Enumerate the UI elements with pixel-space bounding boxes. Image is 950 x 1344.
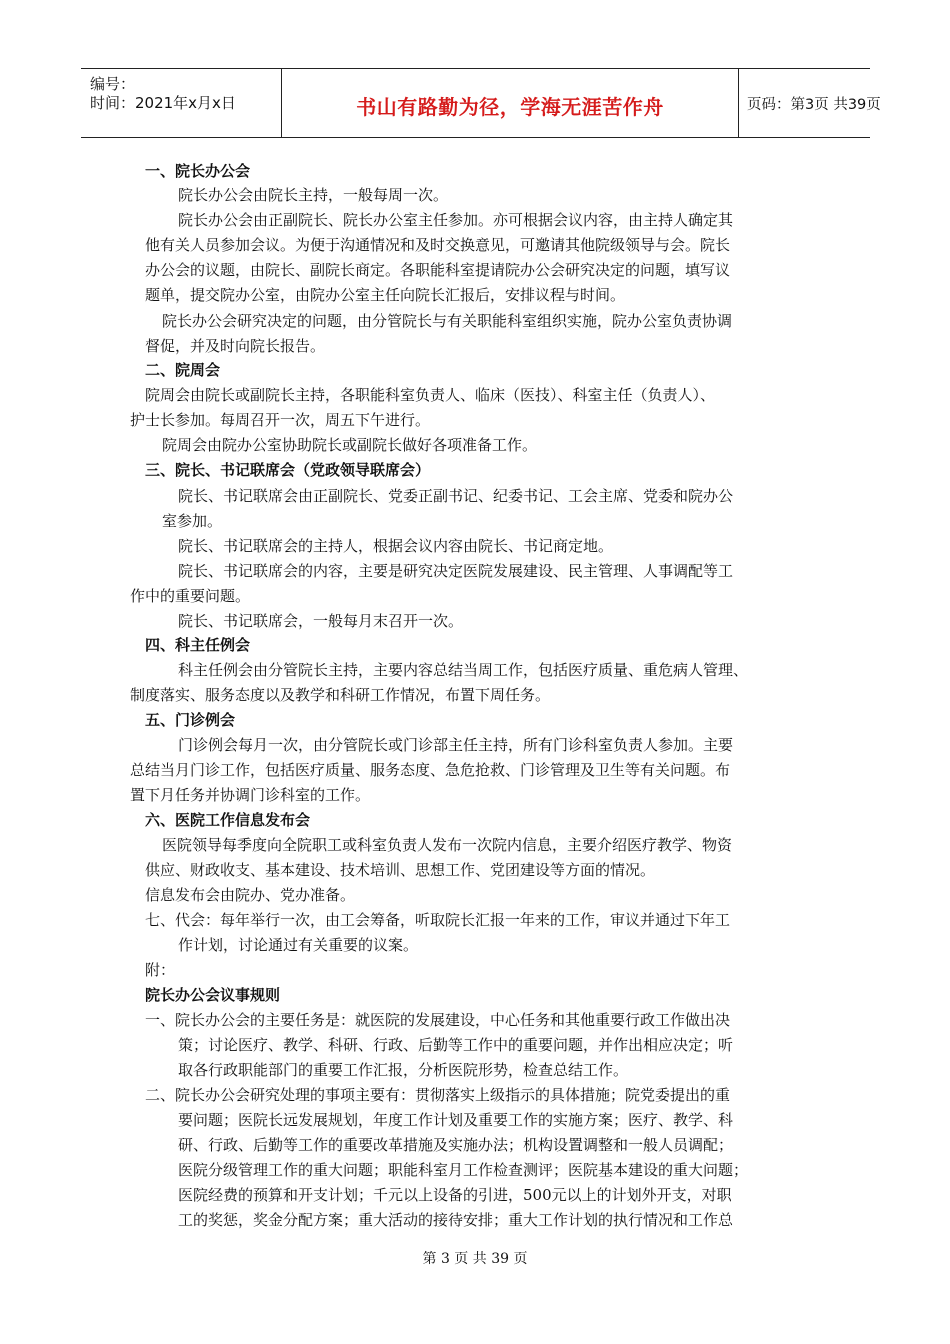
header-table bbox=[81, 68, 881, 138]
paragraph-line: 院长、书记联席会的内容，主要是研究决定医院发展建设、民主管理、人事调配等工 bbox=[178, 562, 734, 580]
paragraph-line: 总结当月门诊工作，包括医疗质量、服务态度、急危抢救、门诊管理及卫生等有关问题。布 bbox=[130, 761, 731, 779]
paragraph-line: 院周会由院办公室协助院长或副院长做好各项准备工作。 bbox=[162, 436, 538, 454]
paragraph-line: 院长办公会由院长主持，一般每周一次。 bbox=[178, 186, 449, 204]
header-motto-cell bbox=[281, 69, 739, 137]
paragraph-line: 办公会的议题，由院长、副院长商定。各职能科室提请院办公会研究决定的问题，填写议 bbox=[145, 261, 731, 279]
paragraph-line: 医院经费的预算和开支计划；千元以上设备的引进，500元以上的计划外开支，对职 bbox=[178, 1186, 732, 1204]
header-motto: 书山有路勤为径，学海无涯苦作舟 bbox=[356, 95, 664, 119]
paragraph-line: 院周会由院长或副院长主持，各职能科室负责人、临床（医技）、科室主任（负责人）、 bbox=[145, 386, 716, 404]
section-heading: 三、院长、书记联席会（党政领导联席会） bbox=[145, 461, 431, 479]
section-heading: 四、科主任例会 bbox=[145, 636, 251, 654]
section-heading: 五、门诊例会 bbox=[145, 711, 236, 729]
paragraph-line: 制度落实、服务态度以及教学和科研工作情况，布置下周任务。 bbox=[130, 686, 551, 704]
page-footer: 第 3 页 共 39 页 bbox=[422, 1251, 528, 1267]
paragraph-line: 护士长参加。每周召开一次，周五下午进行。 bbox=[130, 411, 431, 429]
paragraph-line: 督促，并及时向院长报告。 bbox=[145, 337, 326, 355]
paragraph-line: 院长、书记联席会由正副院长、党委正副书记、纪委书记、工会主席、党委和院办公 bbox=[178, 487, 734, 505]
appendix-label: 附： bbox=[145, 961, 176, 979]
paragraph-line: 作中的重要问题。 bbox=[130, 587, 251, 605]
paragraph-line: 置下月任务并协调门诊科室的工作。 bbox=[130, 786, 371, 804]
paragraph-line: 取各行政职能部门的重要工作汇报，分析医院形势，检查总结工作。 bbox=[178, 1061, 629, 1079]
paragraph-line: 题单，提交院办公室，由院办公室主任向院长汇报后，安排议程与时间。 bbox=[145, 286, 626, 304]
paragraph-line: 室参加。 bbox=[162, 512, 223, 530]
paragraph-line: 二、院长办公会研究处理的事项主要有：贯彻落实上级指示的具体措施；院党委提出的重 bbox=[145, 1086, 731, 1104]
section-heading: 六、医院工作信息发布会 bbox=[145, 811, 311, 829]
paragraph-line: 医院分级管理工作的重大问题；职能科室月工作检查测评；医院基本建设的重大问题； bbox=[178, 1161, 749, 1179]
paragraph-line: 要问题；医院长远发展规划，年度工作计划及重要工作的实施方案；医疗、教学、科 bbox=[178, 1111, 734, 1129]
section-heading: 一、院长办公会 bbox=[145, 162, 251, 180]
appendix-title: 院长办公会议事规则 bbox=[145, 986, 281, 1004]
paragraph-line: 供应、财政收支、基本建设、技术培训、思想工作、党团建设等方面的情况。 bbox=[145, 861, 656, 879]
paragraph-line: 院长办公会由正副院长、院长办公室主任参加。亦可根据会议内容，由主持人确定其 bbox=[178, 211, 734, 229]
document-date: 时间：2021年x月x日 bbox=[90, 94, 236, 112]
paragraph-line: 一、院长办公会的主要任务是：就医院的发展建设，中心任务和其他重要行政工作做出决 bbox=[145, 1011, 731, 1029]
paragraph-line: 院长、书记联席会，一般每月末召开一次。 bbox=[178, 612, 464, 630]
paragraph-line: 工的奖惩，奖金分配方案；重大活动的接待安排；重大工作计划的执行情况和工作总 bbox=[178, 1211, 734, 1229]
paragraph-line: 他有关人员参加会议。为便于沟通情况和及时交换意见，可邀请其他院级领导与会。院长 bbox=[145, 236, 731, 254]
paragraph-line: 院长、书记联席会的主持人，根据会议内容由院长、书记商定地。 bbox=[178, 537, 614, 555]
paragraph-line: 信息发布会由院办、党办准备。 bbox=[145, 886, 356, 904]
document-number-label: 编号： bbox=[90, 75, 136, 93]
paragraph-line: 作计划，讨论通过有关重要的议案。 bbox=[178, 936, 419, 954]
paragraph-line: 医院领导每季度向全院职工或科室负责人发布一次院内信息，主要介绍医疗教学、物资 bbox=[162, 836, 733, 854]
section-heading: 二、院周会 bbox=[145, 361, 221, 379]
header-page-cell bbox=[738, 69, 881, 137]
header-page-info: 页码：第3页 共39页 bbox=[747, 97, 881, 113]
paragraph-line: 七、代会：每年举行一次，由工会筹备，听取院长汇报一年来的工作，审议并通过下年工 bbox=[145, 911, 731, 929]
paragraph-line: 院长办公会研究决定的问题，由分管院长与有关职能科室组织实施，院办公室负责协调 bbox=[162, 312, 733, 330]
header-left-cell bbox=[81, 69, 281, 137]
paragraph-line: 科主任例会由分管院长主持，主要内容总结当周工作，包括医疗质量、重危病人管理、 bbox=[178, 661, 749, 679]
paragraph-line: 研、行政、后勤等工作的重要改革措施及实施办法；机构设置调整和一般人员调配； bbox=[178, 1136, 734, 1154]
paragraph-line: 门诊例会每月一次，由分管院长或门诊部主任主持，所有门诊科室负责人参加。主要 bbox=[178, 736, 734, 754]
paragraph-line: 策；讨论医疗、教学、科研、行政、后勤等工作中的重要问题，并作出相应决定；听 bbox=[178, 1036, 734, 1054]
